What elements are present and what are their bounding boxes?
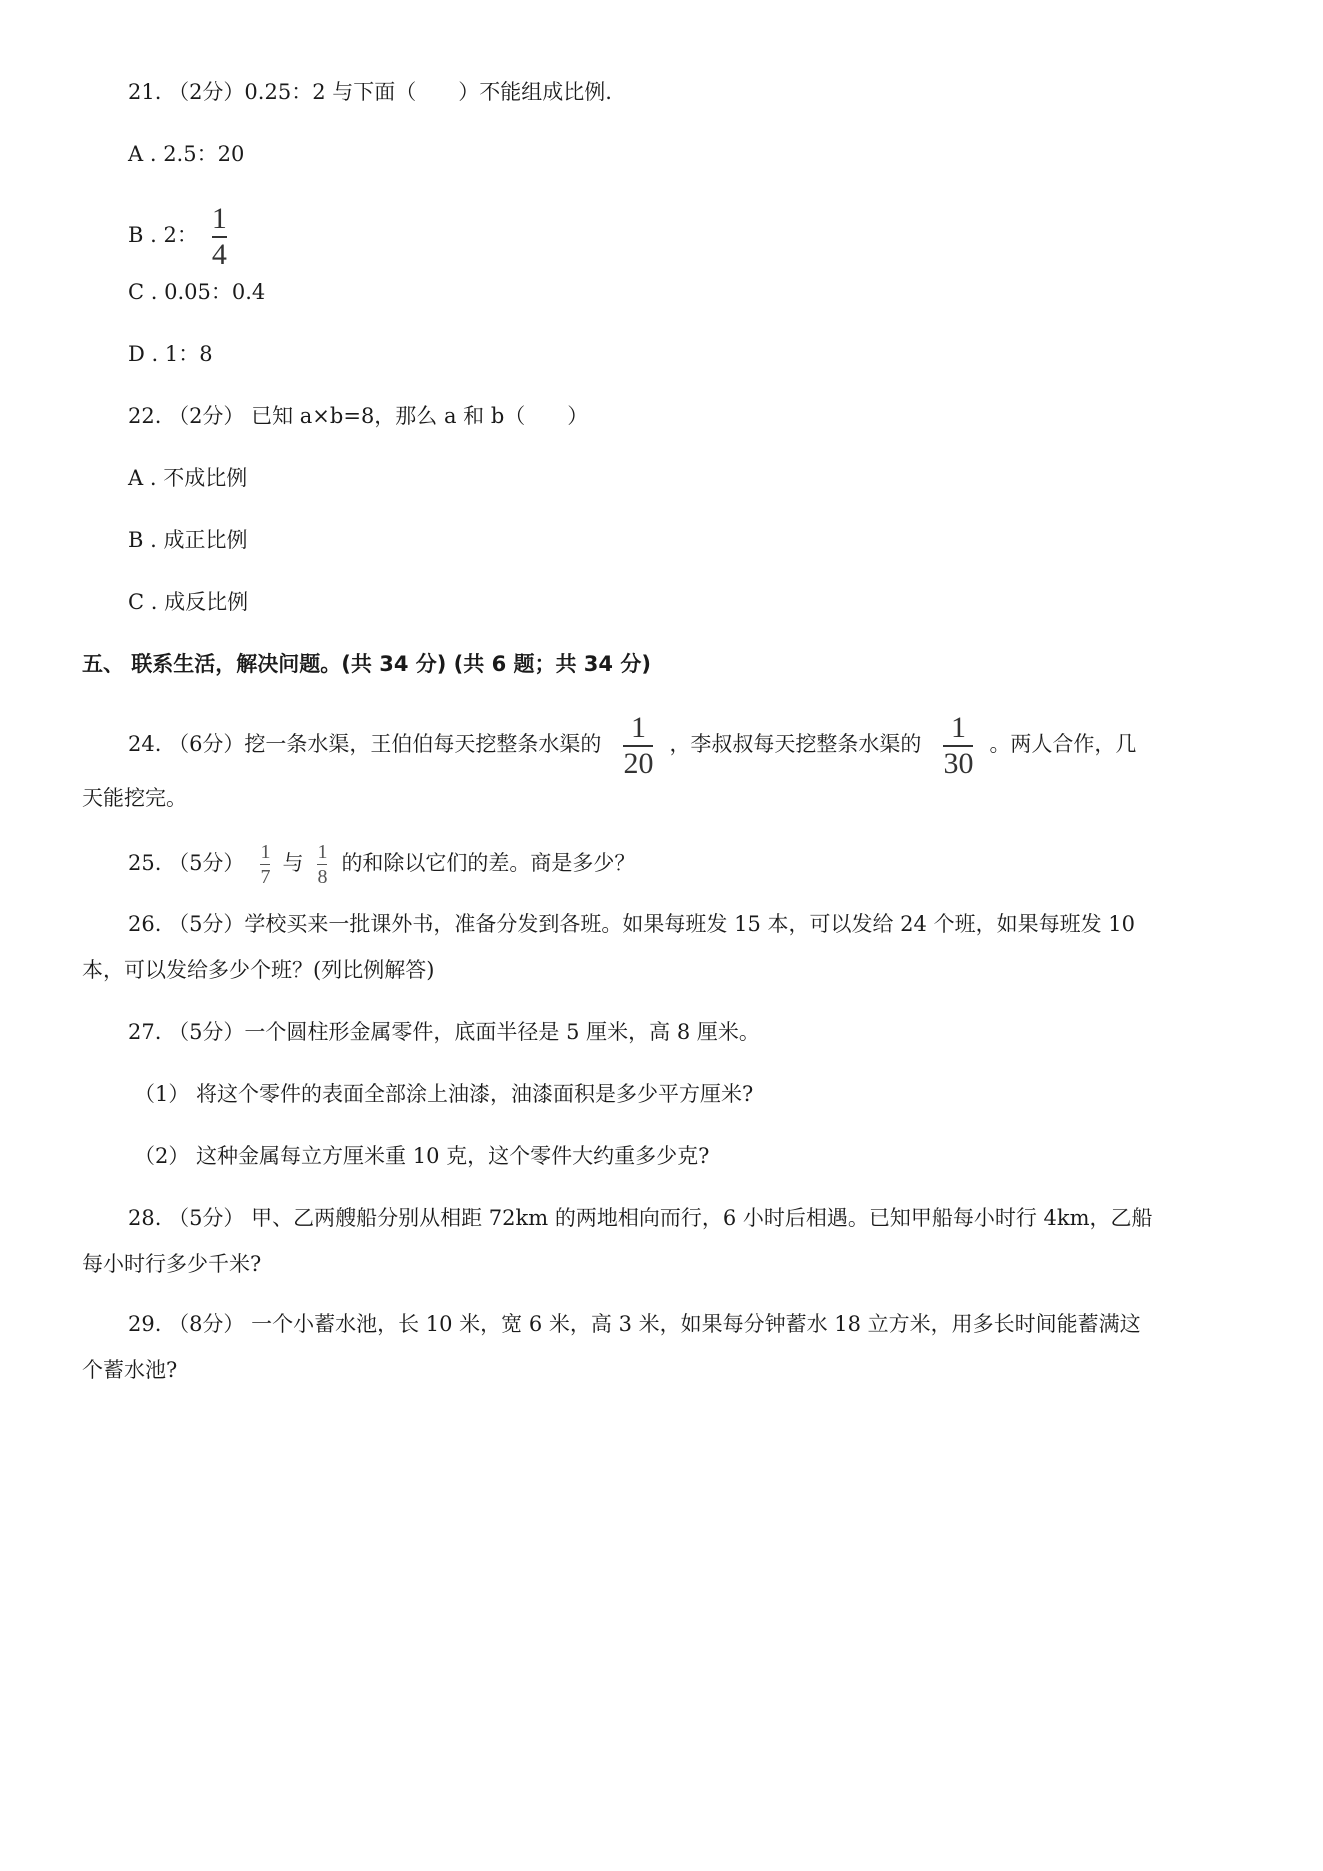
fraction-denominator: 30	[943, 746, 974, 780]
q21-option-b	[128, 196, 235, 274]
section-5-title: 五、 联系生活，解决问题。(共 34 分) (共 6 题；共 34 分)	[82, 652, 651, 676]
q25-line	[128, 830, 635, 896]
fraction-numerator: 1	[260, 841, 271, 863]
q24-line1	[128, 704, 1136, 784]
fraction-denominator: 8	[317, 866, 328, 888]
q24-text-3: 。两人合作，几	[989, 732, 1137, 756]
fraction-one-seventh	[260, 842, 270, 887]
q25-text-2: 与	[282, 851, 304, 875]
fraction-numerator: 1	[211, 201, 227, 235]
fraction-one-eighth	[317, 842, 327, 887]
q22-option-c: C . 成反比例	[128, 590, 249, 614]
q29-line1: 29. （8分） 一个小蓄水池，长 10 米，宽 6 米，高 3 米，如果每分钟蓄水 18 立方米，用多长时间能蓄满这	[128, 1312, 1141, 1336]
q22-option-a: A . 不成比例	[128, 466, 248, 490]
q27-stem: 27. （5分）一个圆柱形金属零件，底面半径是 5 厘米，高 8 厘米。	[128, 1020, 760, 1044]
q25-text-3: 的和除以它们的差。商是多少？	[341, 851, 636, 875]
q22-option-b: B . 成正比例	[128, 528, 248, 552]
fraction-denominator: 4	[211, 237, 227, 271]
q26-line1: 26. （5分）学校买来一批课外书，准备分发到各班。如果每班发 15 本，可以发给 24 个班，如果每班发 10	[128, 912, 1135, 936]
fraction-one-twentieth	[623, 710, 654, 780]
q27-sub1: （1） 将这个零件的表面全部涂上油漆，油漆面积是多少平方厘米?	[134, 1082, 754, 1106]
fraction-denominator: 7	[260, 866, 271, 888]
q29-line2: 个蓄水池?	[82, 1358, 178, 1382]
fraction-numerator: 1	[630, 710, 646, 744]
fraction-numerator: 1	[317, 841, 328, 863]
fraction-denominator: 20	[623, 746, 654, 780]
fraction-one-quarter	[211, 201, 227, 271]
q25-text-1: 25. （5分）	[128, 851, 245, 875]
q21-option-c: C . 0.05：0.4	[128, 280, 266, 304]
fraction-numerator: 1	[950, 710, 966, 744]
q24-text-1: 24. （6分）挖一条水渠，王伯伯每天挖整条水渠的	[128, 732, 602, 756]
q21-option-d: D . 1：8	[128, 342, 213, 366]
fraction-one-thirtieth	[943, 710, 974, 780]
q21-option-b-label: B . 2：	[128, 223, 198, 247]
q28-line1: 28. （5分） 甲、乙两艘船分别从相距 72km 的两地相向而行，6 小时后相遇。已知甲船每小时行 4km，乙船	[128, 1206, 1153, 1230]
q21-stem: 21. （2分）0.25：2 与下面（ ）不能组成比例.	[128, 80, 612, 104]
q24-line2: 天能挖完。	[82, 786, 187, 810]
q28-line2: 每小时行多少千米?	[82, 1252, 262, 1276]
q24-text-2: ，李叔叔每天挖整条水渠的	[669, 732, 922, 756]
q26-line2: 本，可以发给多少个班？(列比例解答)	[82, 958, 435, 982]
q22-stem: 22. （2分） 已知 a×b=8，那么 a 和 b（ ）	[128, 404, 589, 428]
q21-option-a: A . 2.5：20	[128, 142, 245, 166]
q27-sub2: （2） 这种金属每立方厘米重 10 克，这个零件大约重多少克?	[134, 1144, 710, 1168]
